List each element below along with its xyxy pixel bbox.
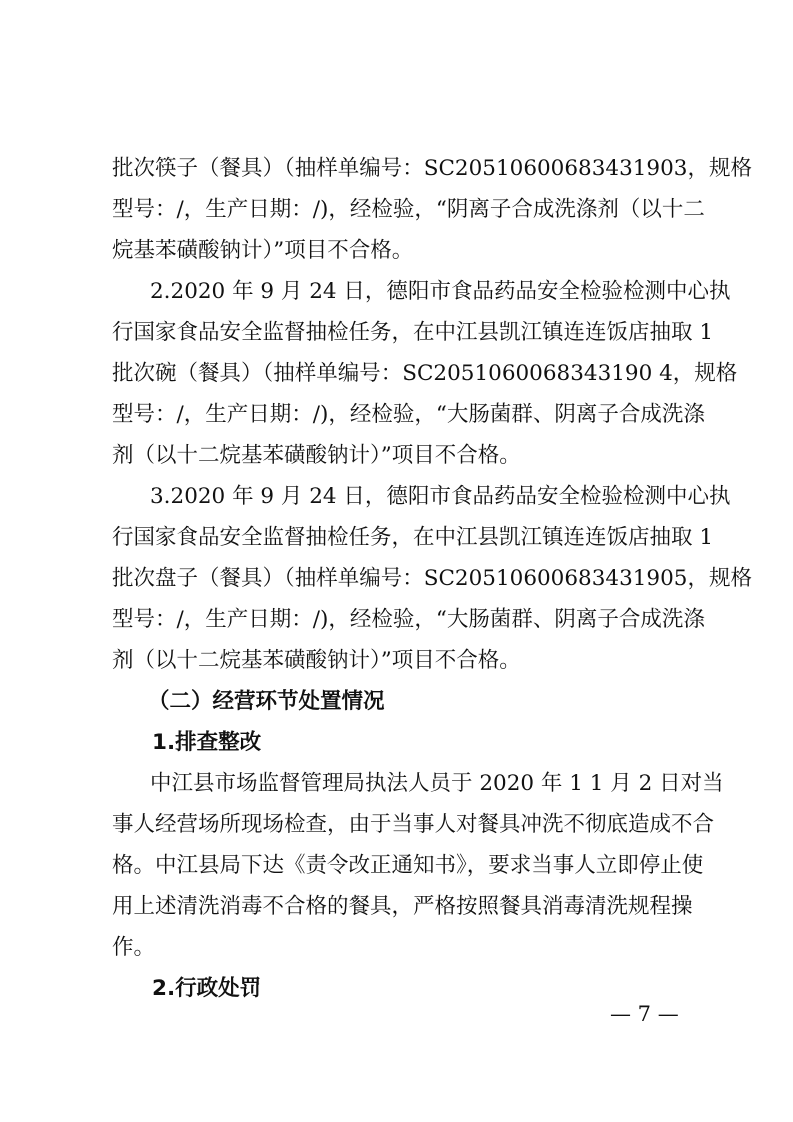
subsection-heading: 2.行政处罚: [152, 976, 262, 1001]
paragraph-line: 型号：/，生产日期：/)，经检验，“大肠菌群、阴离子合成洗涤: [112, 402, 705, 427]
paragraph-line: 型号：/，生产日期：/)，经检验，“阴离子合成洗涤剂（以十二: [112, 197, 705, 222]
paragraph-line: 烷基苯磺酸钠计）”项目不合格。: [112, 238, 414, 263]
paragraph-line: 剂（以十二烷基苯磺酸钠计）”项目不合格。: [112, 648, 521, 673]
paragraph-line: 事人经营场所现场检查，由于当事人对餐具冲洗不彻底造成不合: [112, 812, 715, 837]
paragraph-line: 型号：/，生产日期：/)，经检验，“大肠菌群、阴离子合成洗涤: [112, 607, 705, 632]
paragraph-line: 格。中江县局下达《责令改正通知书》，要求当事人立即停止使: [112, 853, 704, 878]
paragraph-line: 中江县市场监督管理局执法人员于 2020 年 1 1 月 2 日对当: [150, 771, 724, 796]
subsection-heading: 1.排查整改: [152, 730, 262, 755]
paragraph-line: 批次碗（餐具）（抽样单编号：SC2051060068343190 4，规格: [112, 361, 738, 386]
paragraph-line: 作。: [112, 935, 156, 960]
paragraph-line: 2.2020 年 9 月 24 日，德阳市食品药品安全检验检测中心执: [150, 279, 731, 304]
paragraph-line: 行国家食品安全监督抽检任务，在中江县凯江镇连连饭店抽取 1: [112, 320, 714, 345]
paragraph-line: 剂（以十二烷基苯磺酸钠计）”项目不合格。: [112, 443, 521, 468]
paragraph-line: 用上述清洗消毒不合格的餐具，严格按照餐具消毒清洗规程操: [112, 894, 693, 919]
paragraph-line: 行国家食品安全监督抽检任务，在中江县凯江镇连连饭店抽取 1: [112, 525, 714, 550]
page-number: — 7 —: [610, 1002, 679, 1026]
paragraph-line: 3.2020 年 9 月 24 日，德阳市食品药品安全检验检测中心执: [150, 484, 731, 509]
paragraph-line: 批次筷子（餐具）（抽样单编号：SC20510600683431903，规格: [112, 156, 752, 181]
section-heading: （二）经营环节处置情况: [148, 689, 385, 714]
paragraph-line: 批次盘子（餐具）（抽样单编号：SC20510600683431905，规格: [112, 566, 752, 591]
